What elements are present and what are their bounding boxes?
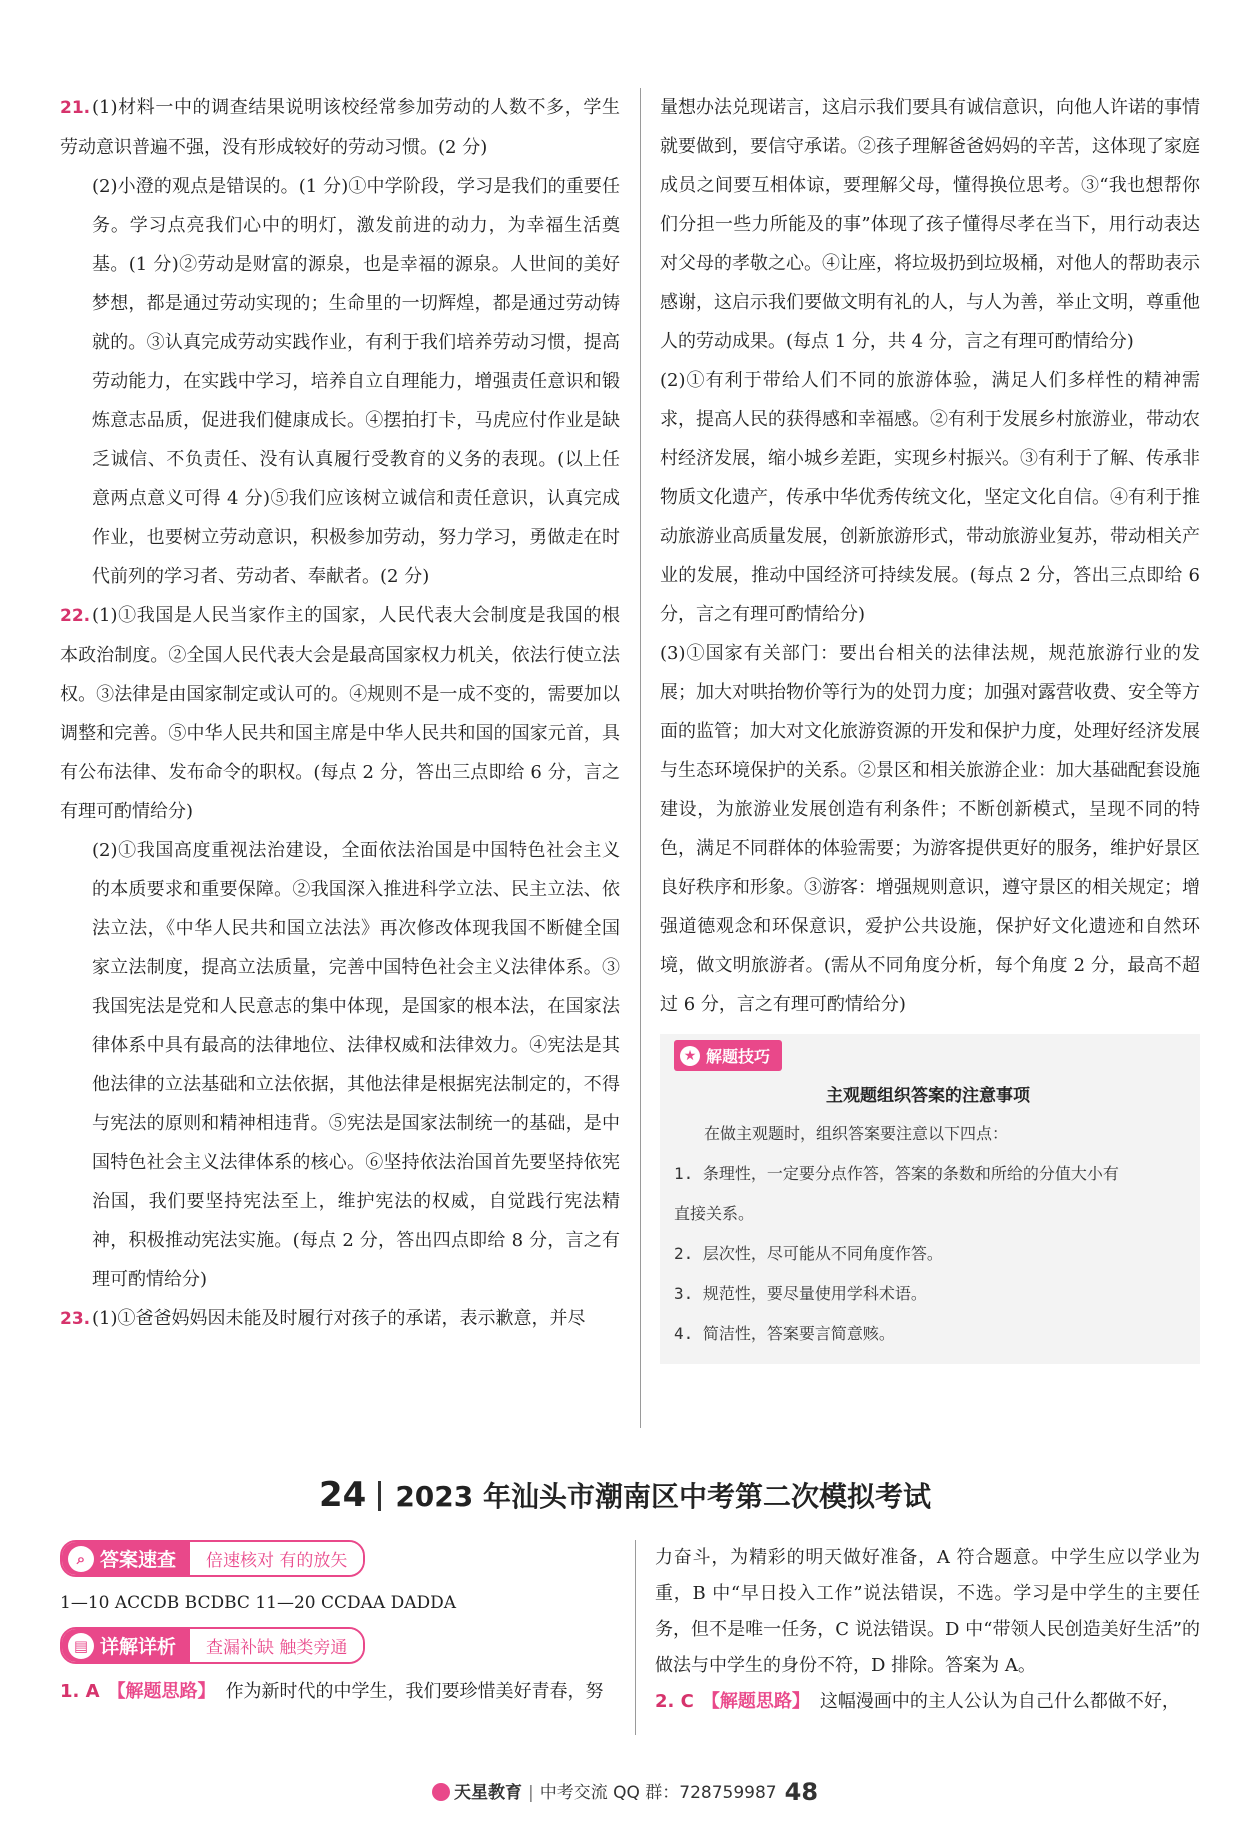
bottom-right-column (655, 1540, 1200, 1720)
solution-1: 1. A 【解题思路】 作为新时代的中学生，我们要珍惜美好青春，努 (60, 1681, 604, 1702)
brand-logo-icon (432, 1783, 450, 1801)
solution-1-continued: 力奋斗，为精彩的明天做好准备，A 符合题意。中学生应以学业为重，B 中“早日投入工作”说法错误，不选。学习是中学生的主要任务，但不是唯一任务，C 说法错误。D 中“带领人民创造美好生活”的做法与中学生的身份不符，D 排除。答案为 A。 (655, 1547, 1200, 1676)
q23-part1: 23. (1)①爸爸妈妈因未能及时履行对孩子的承诺，表示歉意，并尽 (60, 1299, 620, 1339)
question-21 (60, 88, 620, 596)
detailed-explanation-badge: ▤ 详解详析 查漏补缺 触类旁通 (60, 1627, 365, 1664)
column-divider (640, 88, 641, 1428)
tips-item: 4. 简洁性，答案要言简意赅。 (674, 1324, 895, 1343)
section-number: 24 (318, 1475, 367, 1515)
quick-answer-section (60, 1540, 1200, 1750)
question-number: 23. (60, 1309, 91, 1329)
q21-part2: (2)小澄的观点是错误的。(1 分)①中学阶段，学习是我们的重要任务。学习点亮我们心中的明灯，激发前进的动力，为幸福生活奠基。(1 分)②劳动是财富的源泉，也是幸福的源泉。人世间的美好梦想，都是通过劳动实现的；生命里的一切辉煌，都是通过劳动铸就的。③认真完成劳动实践作业，有利于我们培养劳动习惯，提高劳动能力，在实践中学习，培养自立自理能力，增强责任意识和锻炼意志品质，促进我们健康成长。④摆拍打卡，马虎应付作业是缺乏诚信、不负责任、没有认真履行受教育的义务的表现。(以上任意两点意义可得 4 分)⑤我们应该树立诚信和责任意识，认真完成作业，也要树立劳动意识，积极参加劳动，努力学习，勇做走在时代前列的学习者、劳动者、奉献者。(2 分) (92, 176, 620, 587)
q23-part3: (3)①国家有关部门：要出台相关的法律法规，规范旅游行业的发展；加大对哄抬物价等行为的处罚力度；加强对露营收费、安全等方面的监管；加大对文化旅游资源的开发和保护力度，处理好经济发展与生态环境保护的关系。②景区和相关旅游企业：加大基础配套设施建设，为旅游业发展创造有利条件；不断创新模式，呈现不同的特色，满足不同群体的体验需要；为游客提供更好的服务，维护好景区良好秩序和形象。③游客：增强规则意识，遵守景区的相关规定；增强道德观念和环保意识，爱护公共设施，保护好文化遗迹和自然环境，做文明旅游者。(需从不同角度分析，每个角度 2 分，最高不超过 6 分，言之有理可酌情给分) (660, 643, 1200, 1015)
q23-part2: (2)①有利于带给人们不同的旅游体验，满足人们多样性的精神需求，提高人民的获得感和幸福感。②有利于发展乡村旅游业，带动农村经济发展，缩小城乡差距，实现乡村振兴。③有利于了解、传承非物质文化遗产，传承中华优秀传统文化，坚定文化自信。④有利于推动旅游业高质量发展，创新旅游形式，带动旅游业复苏，带动相关产业的发展，推动中国经济可持续发展。(每点 2 分，答出三点即给 6 分，言之有理可酌情给分) (660, 370, 1200, 625)
magnifier-icon: ⌕ (68, 1546, 94, 1572)
q22-part2: (2)①我国高度重视法治建设，全面依法治国是中国特色社会主义的本质要求和重要保障。②我国深入推进科学立法、民主立法、依法立法，《中华人民共和国立法法》再次修改体现我国不断健全国家立法制度，提高立法质量，完善中国特色社会主义法律体系。③我国宪法是党和人民意志的集中体现，是国家的根本法，在国家法律体系中具有最高的法律地位、法律权威和法律效力。④宪法是其他法律的立法基础和立法依据，其他法律是根据宪法制定的，不得与宪法的原则和精神相违背。⑤宪法是国家法制统一的基础，是中国特色社会主义法律体系的核心。⑥坚持依法治国首先要坚持依宪治国，我们要坚持宪法至上，维护宪法的权威，自觉践行宪法精神，积极推动宪法实施。(每点 2 分，答出四点即给 8 分，言之有理可酌情给分) (92, 840, 620, 1290)
title-divider (378, 1481, 381, 1511)
tips-tag: ★ 解题技巧 (674, 1040, 782, 1071)
answer-key: 1—10 ACCDB BCDBC 11—20 CCDAA DADDA (60, 1593, 457, 1613)
tips-box (660, 1034, 1200, 1364)
page-footer: 天星教育 | 中考交流 QQ 群：728759987 48 (0, 1778, 1250, 1806)
question-22 (60, 596, 620, 1299)
answer-check-badge: ⌕ 答案速查 倍速核对 有的放矢 (60, 1540, 365, 1577)
tips-title: 主观题组织答案的注意事项 (826, 1086, 1030, 1106)
section-heading: 2023 年汕头市潮南区中考第二次模拟考试 (395, 1480, 931, 1513)
q23-continued: 量想办法兑现诺言，这启示我们要具有诚信意识，向他人许诺的事情就要做到，要信守承诺。②孩子理解爸爸妈妈的辛苦，这体现了家庭成员之间要互相体谅，要理解父母，懂得换位思考。③“我也想帮你们分担一些力所能及的事”体现了孩子懂得尽孝在当下，用行动表达对父母的孝敬之心。④让座，将垃圾扔到垃圾桶，对他人的帮助表示感谢，这启示我们要做文明有礼的人，与人为善，举止文明，尊重他人的劳动成果。(每点 1 分，共 4 分，言之有理可酌情给分) (660, 97, 1200, 352)
tips-item: 直接关系。 (674, 1204, 755, 1223)
qq-group: 中考交流 QQ 群：728759987 (539, 1783, 777, 1803)
question-23 (60, 1299, 620, 1339)
section-title (0, 1475, 1250, 1515)
bottom-left-column (60, 1540, 620, 1710)
left-column (60, 88, 620, 1339)
tips-item: 1. 条理性，一定要分点作答，答案的条数和所给的分值大小有 (674, 1164, 1119, 1183)
column-divider (635, 1540, 636, 1735)
question-number: 21. (60, 98, 91, 118)
tips-item: 3. 规范性，要尽量使用学科术语。 (674, 1284, 927, 1303)
solution-2: 2. C 【解题思路】 这幅漫画中的主人公认为自己什么都做不好， (655, 1691, 1180, 1712)
tips-intro: 在做主观题时，组织答案要注意以下四点： (704, 1124, 1009, 1143)
star-icon: ★ (680, 1046, 700, 1066)
book-icon: ▤ (68, 1633, 94, 1659)
tips-item: 2. 层次性，尽可能从不同角度作答。 (674, 1244, 943, 1263)
question-number: 22. (60, 606, 91, 626)
q22-part1: 22. (1)①我国是人民当家作主的国家，人民代表大会制度是我国的根本政治制度。②全国人民代表大会是最高国家权力机关，依法行使立法权。③法律是由国家制定或认可的。④规则不是一成不变的，需要加以调整和完善。⑤中华人民共和国主席是中华人民共和国的国家元首，具有公布法律、发布命令的职权。(每点 2 分，答出三点即给 6 分，言之有理可酌情给分) (60, 596, 620, 831)
brand-name: 天星教育 (453, 1783, 522, 1803)
right-column (660, 88, 1200, 1364)
page-number: 48 (784, 1778, 819, 1806)
q21-part1: 21. (1)材料一中的调查结果说明该校经常参加劳动的人数不多，学生劳动意识普遍不强，没有形成较好的劳动习惯。(2 分) (60, 88, 620, 167)
answer-columns (60, 88, 1200, 1428)
